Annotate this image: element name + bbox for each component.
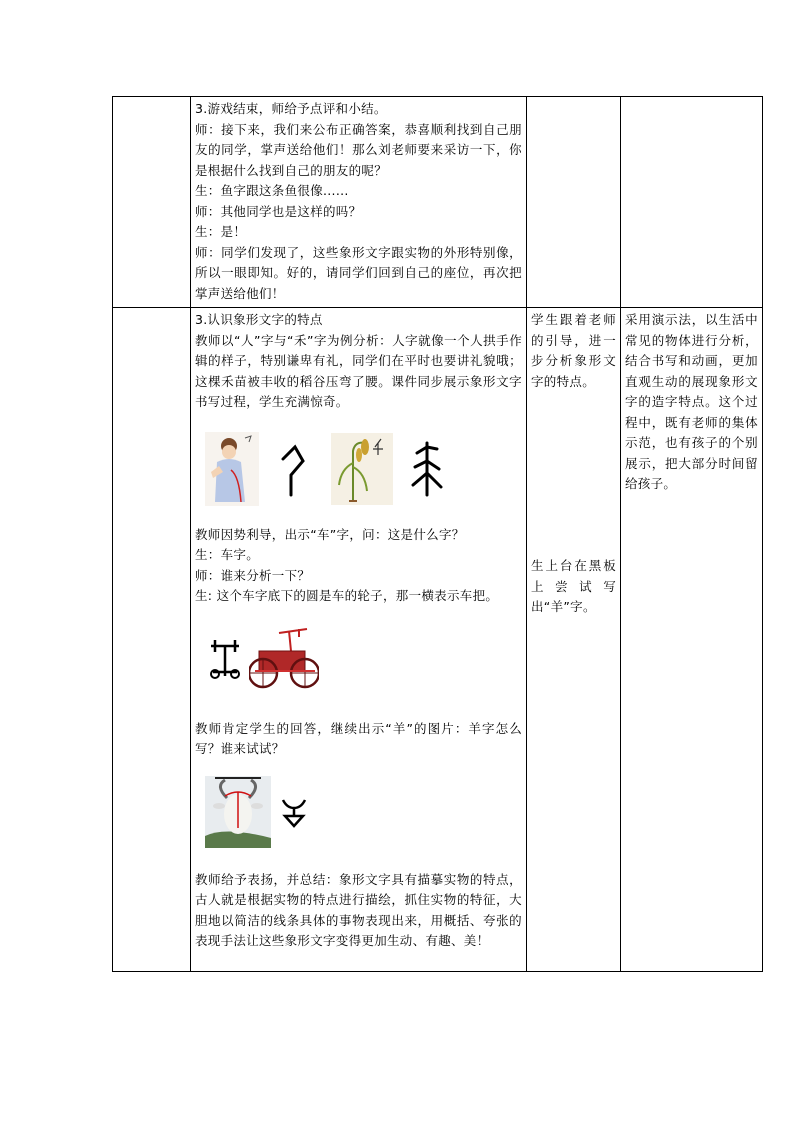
che-oracle-glyph [207, 636, 243, 693]
text-line: 生：鱼字跟这条鱼很像...... [195, 183, 349, 198]
design-cell [621, 308, 763, 972]
lesson-plan-table [112, 96, 763, 972]
text-paragraph: 教师肯定学生的回答，继续出示“羊”的图片：羊字怎么写？谁来试试？ [195, 720, 522, 756]
text-paragraph: 生：车字。 [195, 547, 260, 562]
text-line: 3.游戏结束，师给予点评和小结。 [195, 101, 387, 116]
cart-illustration [249, 621, 319, 708]
stage-cell [113, 97, 191, 308]
text-paragraph: 教师给予表扬，并总结：象形文字具有描摹实物的特点，古人就是根据实物的特点进行描绘，抓住实物的特征，大胆地以简洁的线条具体的事物表现出来，用概括、夸张的表现手法让这些象形文字变得更加生动、有趣、美！ [195, 871, 522, 948]
table-row [113, 97, 763, 308]
activity-cell [191, 97, 527, 308]
stage-cell [113, 308, 191, 972]
design-intent-text: 采用演示法，以生活中常见的物体进行分析，结合书写和动画，更加直观生动的展现象形文字的造字特点。这个过程中，既有老师的集体示范，也有孩子的个别展示，把大部分时间留给孩子。 [625, 312, 758, 491]
ren-he-figure-row [195, 421, 522, 525]
text-paragraph: 教师以“人”字与“禾”字为例分析：人字就像一个人拱手作辑的样子，特别谦卑有礼，同学们在平时也要讲礼貌哦；这棵禾苗被丰收的稻谷压弯了腰。课件同步展示象形文字书写过程，学生充满惊奇。 [195, 332, 522, 409]
he-oracle-glyph [409, 439, 445, 506]
design-cell [621, 97, 763, 308]
student-cell [527, 97, 621, 308]
activity-cell [191, 308, 527, 972]
student-cell [527, 308, 621, 972]
che-figure-row [195, 611, 522, 719]
text-line: 师：同学们发现了，这些象形文字跟实物的外形特别像，所以一眼即知。好的，请同学们回到自己的座位，再次把掌声送给他们！ [195, 244, 522, 301]
yang-oracle-glyph [279, 794, 309, 837]
student-activity-text: 生上台在黑板上尝试写出“羊”字。 [531, 558, 616, 614]
section-heading: 3.认识象形文字的特点 [195, 312, 323, 327]
text-paragraph: 生: 这个车字底下的圆是车的轮子，那一横表示车把。 [195, 588, 499, 603]
text-paragraph: 师：谁来分析一下？ [195, 567, 311, 583]
ren-oracle-glyph [277, 439, 311, 506]
text-line: 生：是！ [195, 224, 247, 239]
rice-plant-illustration [331, 433, 393, 512]
yang-figure-row [195, 762, 522, 870]
person-bowing-illustration [205, 432, 259, 513]
text-line: 师：接下来，我们来公布正确答案，恭喜顺利找到自己朋友的同学，掌声送给他们！那么刘老师要来采访一下，你是根据什么找到自己的朋友的呢？ [195, 121, 522, 178]
text-line: 师：其他同学也是这样的吗？ [195, 203, 362, 219]
table-row [113, 308, 763, 972]
student-activity-text: 学生跟着老师的引导，进一步分析象形文字的特点。 [531, 312, 616, 389]
text-paragraph: 教师因势利导，出示“车”字，问：这是什么字？ [195, 526, 465, 542]
goat-photo [205, 776, 271, 855]
